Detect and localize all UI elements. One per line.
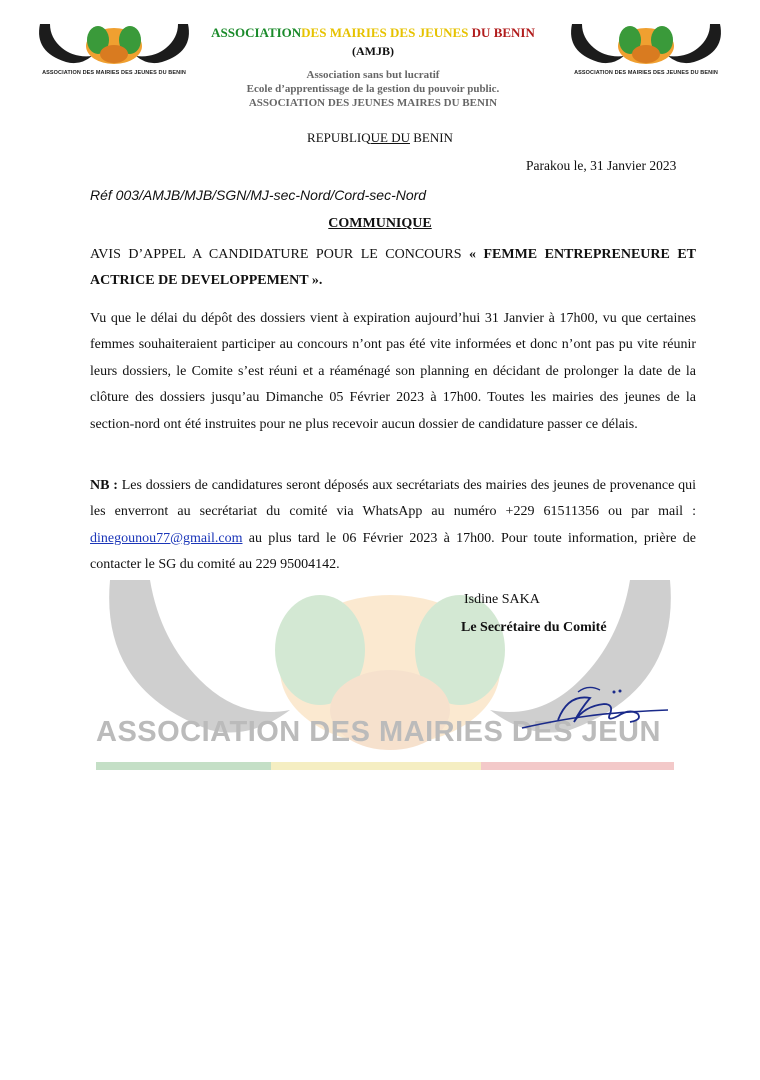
org-name-part1: ASSOCIATION bbox=[211, 25, 302, 40]
nb-label: NB : bbox=[90, 478, 118, 493]
announcement-subject bbox=[90, 242, 696, 294]
logo-right-caption: ASSOCIATION DES MAIRIES DES JEUNES DU BENIN bbox=[574, 70, 718, 76]
letterhead bbox=[180, 24, 566, 110]
republic-part2: UE DU bbox=[370, 130, 410, 145]
paragraph-2-text-2: au plus tard le 06 Février 2023 à 17h00. Pour toute information, prière de contacter le SG du comité au 229 95004142. bbox=[90, 530, 696, 573]
logo-left bbox=[34, 18, 194, 80]
paragraph-1: Vu que le délai du dépôt des dossiers vient à expiration aujourd’hui 31 Janvier à 17h00, vu que certaines femmes souhaiteraient participer au concours n’ont pas été vite informées et donc n’ont pas pu vite réunir leurs dossiers, le Comite s’est réuni et a réaménagé son planning en décidant de prolonger la date de la clôture des dossiers jusqu’au Dimanche 05 Février 2023 à 17h00. Toutes les mairies des jeunes de la section-nord ont été instruites pour ne plus recevoir aucun dossier de candidature passer ce délais. bbox=[90, 311, 696, 432]
republic-heading bbox=[0, 130, 760, 146]
signatory-name: Isdine SAKA bbox=[464, 592, 540, 607]
watermark-logo-image bbox=[90, 560, 690, 790]
republic-part3: BENIN bbox=[409, 130, 453, 145]
logo-left-caption: ASSOCIATION DES MAIRIES DES JEUNES DU BENIN bbox=[42, 70, 186, 76]
organization-name bbox=[180, 24, 566, 42]
signatory-title: Le Secrétaire du Comité bbox=[461, 620, 607, 635]
org-name-part2: DES MAIRIES DES JEUNES bbox=[301, 25, 469, 40]
reference-number: Réf 003/AMJB/MJB/SGN/MJ-sec-Nord/Cord-sec-Nord bbox=[90, 187, 427, 203]
avis-bold: « FEMME ENTREPRENEURE ET ACTRICE DE DEVELOPPEMENT ». bbox=[90, 247, 696, 288]
logo-left-image bbox=[34, 18, 194, 68]
paragraph-2-text-1: Les dossiers de candidatures seront déposés aux secrétariats des mairies des jeunes de provenance qui les enverront au secrétariat du comité via WhatsApp au numéro +229 61511356 ou par mail : bbox=[90, 478, 696, 520]
watermark-yellow-stripe bbox=[271, 762, 481, 770]
email-link[interactable]: dinegounou77@gmail.com bbox=[90, 530, 243, 546]
watermark-green-stripe bbox=[96, 762, 271, 770]
communique-title: COMMUNIQUE bbox=[328, 216, 432, 231]
org-name-part3: DU BENIN bbox=[471, 25, 535, 40]
watermark-red-stripe bbox=[481, 762, 674, 770]
logo-right-image bbox=[566, 18, 726, 68]
republic-part1: REPUBLIQ bbox=[307, 130, 371, 145]
org-subtitle-2: Ecole d’apprentissage de la gestion du pouvoir public. bbox=[246, 83, 500, 95]
organization-abbreviation: (AMJB) bbox=[352, 44, 394, 58]
paragraph-2 bbox=[90, 473, 696, 579]
place-date: Parakou le, 31 Janvier 2023 bbox=[526, 158, 677, 173]
avis-prefix: AVIS D’APPEL A CANDIDATURE POUR LE CONCOURS bbox=[90, 247, 470, 262]
watermark-text: ASSOCIATION DES MAIRIES DES JEUN bbox=[96, 716, 661, 748]
org-subtitle-3: ASSOCIATION DES JEUNES MAIRES DU BENIN bbox=[248, 97, 498, 109]
handwritten-signature-image bbox=[518, 680, 678, 740]
org-subtitle-1: Association sans but lucratif bbox=[306, 69, 440, 81]
logo-right bbox=[566, 18, 726, 80]
